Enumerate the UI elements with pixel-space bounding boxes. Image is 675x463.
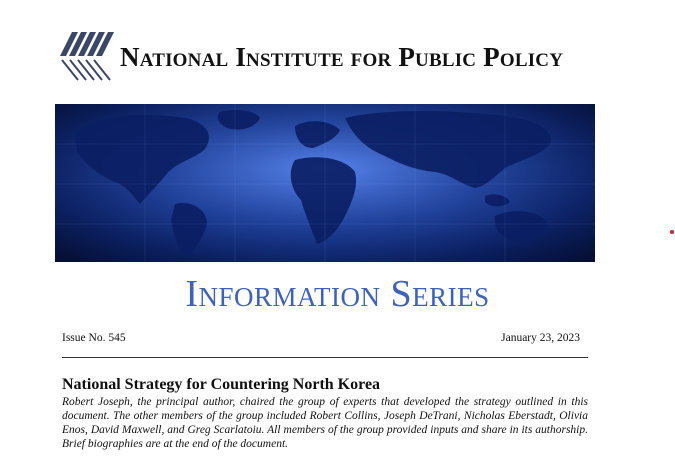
institute-logo-icon (58, 30, 118, 82)
world-map-image (55, 104, 595, 262)
article-intro: Robert Joseph, the principal author, chaired the group of experts that developed the strategy outlined in this document. The other members of the group included Robert Collins, Joseph DeTrani, Nicholas Eberstadt, Olivia Enos, David Maxwell, and Greg Scarlatoiu. All members of the group provided inputs and share in its authorship. Brief biographies are at the end of the document. (62, 396, 588, 450)
series-title: Information Series (185, 273, 490, 315)
cursor-dot-icon (670, 230, 674, 234)
issue-number: Issue No. 545 (62, 332, 126, 344)
issue-date: January 23, 2023 (501, 332, 580, 344)
article-title: National Strategy for Countering North Korea (62, 376, 381, 393)
org-name: National Institute for Public Policy (120, 42, 564, 72)
header (58, 28, 598, 86)
world-map-banner (55, 104, 595, 262)
divider-rule (62, 357, 588, 358)
issue-info-row (62, 332, 580, 348)
